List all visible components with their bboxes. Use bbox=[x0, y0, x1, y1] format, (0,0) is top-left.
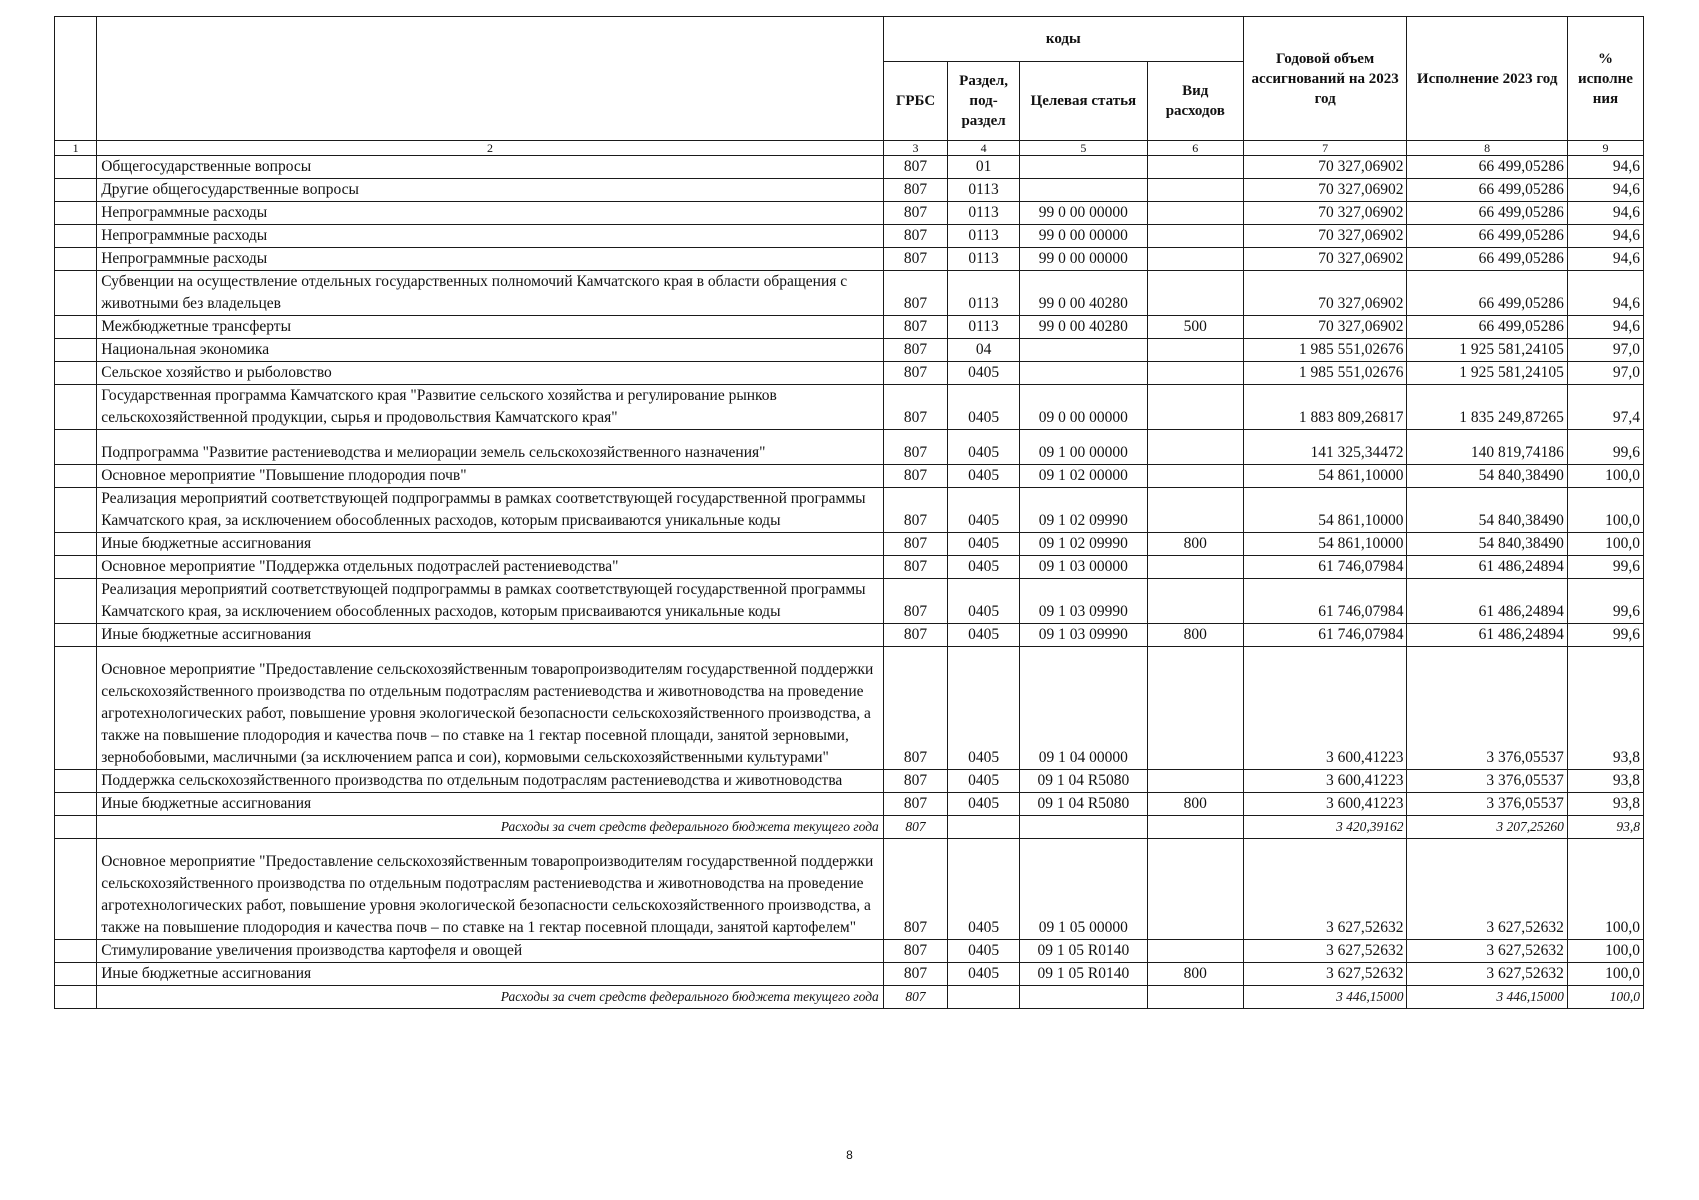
row-target-item: 09 1 04 R5080 bbox=[1019, 770, 1147, 793]
row-target-item: 99 0 00 00000 bbox=[1019, 248, 1147, 271]
row-execution: 1 925 581,24105 bbox=[1407, 362, 1567, 385]
row-grbs: 807 bbox=[883, 816, 947, 839]
row-grbs: 807 bbox=[883, 156, 947, 179]
federal-expenses-row bbox=[55, 986, 1644, 1009]
row-annual-volume: 70 327,06902 bbox=[1243, 316, 1407, 339]
row-index-cell bbox=[55, 647, 97, 770]
row-execution: 3 627,52632 bbox=[1407, 839, 1567, 940]
row-percent: 94,6 bbox=[1567, 248, 1643, 271]
row-grbs: 807 bbox=[883, 793, 947, 816]
column-number: 9 bbox=[1567, 141, 1643, 156]
row-expense-type bbox=[1147, 465, 1243, 488]
row-index-cell bbox=[55, 986, 97, 1009]
row-name: Поддержка сельскохозяйственного производства по отдельным подотраслям растениеводства и животноводства bbox=[97, 770, 884, 793]
row-index-cell bbox=[55, 156, 97, 179]
table-row bbox=[55, 385, 1644, 430]
row-name: Национальная экономика bbox=[97, 339, 884, 362]
row-annual-volume: 70 327,06902 bbox=[1243, 225, 1407, 248]
row-section: 0405 bbox=[948, 624, 1020, 647]
row-execution: 54 840,38490 bbox=[1407, 533, 1567, 556]
row-annual-volume: 3 446,15000 bbox=[1243, 986, 1407, 1009]
table-row bbox=[55, 839, 1644, 940]
row-grbs: 807 bbox=[883, 556, 947, 579]
row-annual-volume: 70 327,06902 bbox=[1243, 202, 1407, 225]
table-body bbox=[55, 156, 1644, 1009]
column-number: 4 bbox=[948, 141, 1020, 156]
row-section: 0405 bbox=[948, 430, 1020, 465]
row-annual-volume: 1 883 809,26817 bbox=[1243, 385, 1407, 430]
row-name: Стимулирование увеличения производства картофеля и овощей bbox=[97, 940, 884, 963]
table-row bbox=[55, 362, 1644, 385]
table-row bbox=[55, 963, 1644, 986]
row-execution: 61 486,24894 bbox=[1407, 579, 1567, 624]
row-percent: 99,6 bbox=[1567, 579, 1643, 624]
row-execution: 61 486,24894 bbox=[1407, 624, 1567, 647]
row-annual-volume: 1 985 551,02676 bbox=[1243, 339, 1407, 362]
row-index-cell bbox=[55, 816, 97, 839]
row-expense-type bbox=[1147, 385, 1243, 430]
row-grbs: 807 bbox=[883, 248, 947, 271]
row-target-item: 09 1 05 00000 bbox=[1019, 839, 1147, 940]
row-annual-volume: 3 627,52632 bbox=[1243, 839, 1407, 940]
row-annual-volume: 3 420,39162 bbox=[1243, 816, 1407, 839]
row-percent: 100,0 bbox=[1567, 533, 1643, 556]
row-percent: 99,6 bbox=[1567, 556, 1643, 579]
row-execution: 61 486,24894 bbox=[1407, 556, 1567, 579]
table-row bbox=[55, 488, 1644, 533]
row-target-item: 09 0 00 00000 bbox=[1019, 385, 1147, 430]
row-section: 0405 bbox=[948, 940, 1020, 963]
table-row bbox=[55, 793, 1644, 816]
row-percent: 93,8 bbox=[1567, 793, 1643, 816]
row-target-item: 09 1 04 00000 bbox=[1019, 647, 1147, 770]
row-expense-type bbox=[1147, 770, 1243, 793]
row-target-item bbox=[1019, 816, 1147, 839]
row-target-item: 09 1 05 R0140 bbox=[1019, 963, 1147, 986]
page-number: 8 bbox=[846, 1148, 853, 1162]
row-name: Иные бюджетные ассигнования bbox=[97, 533, 884, 556]
row-annual-volume: 3 627,52632 bbox=[1243, 963, 1407, 986]
row-target-item: 09 1 02 00000 bbox=[1019, 465, 1147, 488]
row-percent: 97,4 bbox=[1567, 385, 1643, 430]
row-expense-type bbox=[1147, 271, 1243, 316]
row-section: 0113 bbox=[948, 225, 1020, 248]
row-annual-volume: 70 327,06902 bbox=[1243, 271, 1407, 316]
row-percent: 99,6 bbox=[1567, 430, 1643, 465]
row-expense-type: 800 bbox=[1147, 793, 1243, 816]
column-number: 7 bbox=[1243, 141, 1407, 156]
row-section: 0113 bbox=[948, 202, 1020, 225]
row-section: 0405 bbox=[948, 963, 1020, 986]
row-index-cell bbox=[55, 271, 97, 316]
row-index-cell bbox=[55, 362, 97, 385]
row-name: Основное мероприятие "Повышение плодородия почв" bbox=[97, 465, 884, 488]
row-target-item: 99 0 00 00000 bbox=[1019, 225, 1147, 248]
row-percent: 100,0 bbox=[1567, 940, 1643, 963]
header-annual-volume: Годовой объем ассигнований на 2023 год bbox=[1243, 17, 1407, 141]
row-section: 0113 bbox=[948, 316, 1020, 339]
row-execution: 66 499,05286 bbox=[1407, 156, 1567, 179]
row-execution: 140 819,74186 bbox=[1407, 430, 1567, 465]
row-name: Расходы за счет средств федерального бюджета текущего года bbox=[97, 986, 884, 1009]
table-row bbox=[55, 271, 1644, 316]
row-grbs: 807 bbox=[883, 271, 947, 316]
row-expense-type bbox=[1147, 579, 1243, 624]
row-section: 01 bbox=[948, 156, 1020, 179]
row-execution: 66 499,05286 bbox=[1407, 179, 1567, 202]
row-grbs: 807 bbox=[883, 316, 947, 339]
row-name: Субвенции на осуществление отдельных государственных полномочий Камчатского края в области обращения с животными без владельцев bbox=[97, 271, 884, 316]
row-grbs: 807 bbox=[883, 225, 947, 248]
header-section: Раздел, под-раздел bbox=[948, 62, 1020, 141]
row-index-cell bbox=[55, 488, 97, 533]
row-grbs: 807 bbox=[883, 488, 947, 533]
row-section: 0405 bbox=[948, 465, 1020, 488]
row-annual-volume: 1 985 551,02676 bbox=[1243, 362, 1407, 385]
row-expense-type: 500 bbox=[1147, 316, 1243, 339]
row-grbs: 807 bbox=[883, 202, 947, 225]
table-row bbox=[55, 770, 1644, 793]
budget-execution-table-sheet bbox=[54, 16, 1644, 1009]
table-row bbox=[55, 202, 1644, 225]
row-name: Расходы за счет средств федерального бюджета текущего года bbox=[97, 816, 884, 839]
row-index-cell bbox=[55, 579, 97, 624]
row-grbs: 807 bbox=[883, 179, 947, 202]
row-section bbox=[948, 986, 1020, 1009]
row-target-item: 99 0 00 40280 bbox=[1019, 271, 1147, 316]
row-name: Основное мероприятие "Предоставление сельскохозяйственным товаропроизводителям государственной поддержки сельскохозяйственного производства по отдельным подотраслям растениеводства и животноводства на проведение агротехнологических работ, повышение уровня экологической безопасности сельскохозяйственного производства, а также на повышение плодородия и качества почв – по ставке на 1 гектар посевной площади, занятой картофелем" bbox=[97, 839, 884, 940]
row-percent: 94,6 bbox=[1567, 179, 1643, 202]
row-annual-volume: 3 600,41223 bbox=[1243, 793, 1407, 816]
header-execution: Исполнение 2023 год bbox=[1407, 17, 1567, 141]
row-section: 04 bbox=[948, 339, 1020, 362]
row-section: 0405 bbox=[948, 839, 1020, 940]
row-target-item: 99 0 00 40280 bbox=[1019, 316, 1147, 339]
column-number-row bbox=[55, 141, 1644, 156]
row-name: Иные бюджетные ассигнования bbox=[97, 793, 884, 816]
table-row bbox=[55, 624, 1644, 647]
row-section: 0405 bbox=[948, 556, 1020, 579]
row-target-item: 99 0 00 00000 bbox=[1019, 202, 1147, 225]
header-index-cell bbox=[55, 17, 97, 141]
row-grbs: 807 bbox=[883, 940, 947, 963]
row-target-item: 09 1 00 00000 bbox=[1019, 430, 1147, 465]
row-percent: 94,6 bbox=[1567, 225, 1643, 248]
row-target-item bbox=[1019, 986, 1147, 1009]
row-expense-type bbox=[1147, 225, 1243, 248]
row-grbs: 807 bbox=[883, 770, 947, 793]
header-percent: % исполне ния bbox=[1567, 17, 1643, 141]
row-name: Непрограммные расходы bbox=[97, 225, 884, 248]
row-index-cell bbox=[55, 385, 97, 430]
column-number: 8 bbox=[1407, 141, 1567, 156]
row-target-item bbox=[1019, 179, 1147, 202]
row-expense-type bbox=[1147, 248, 1243, 271]
row-target-item: 09 1 04 R5080 bbox=[1019, 793, 1147, 816]
row-execution: 54 840,38490 bbox=[1407, 488, 1567, 533]
row-target-item: 09 1 05 R0140 bbox=[1019, 940, 1147, 963]
row-section: 0405 bbox=[948, 647, 1020, 770]
row-annual-volume: 54 861,10000 bbox=[1243, 488, 1407, 533]
budget-table bbox=[54, 16, 1644, 1009]
row-section: 0113 bbox=[948, 248, 1020, 271]
row-name: Государственная программа Камчатского края "Развитие сельского хозяйства и регулирование рынков сельскохозяйственной продукции, сырья и продовольствия Камчатского края" bbox=[97, 385, 884, 430]
row-grbs: 807 bbox=[883, 362, 947, 385]
row-grbs: 807 bbox=[883, 647, 947, 770]
row-target-item bbox=[1019, 156, 1147, 179]
row-index-cell bbox=[55, 339, 97, 362]
row-index-cell bbox=[55, 202, 97, 225]
table-row bbox=[55, 316, 1644, 339]
row-expense-type bbox=[1147, 362, 1243, 385]
row-index-cell bbox=[55, 793, 97, 816]
row-target-item: 09 1 03 09990 bbox=[1019, 624, 1147, 647]
row-expense-type bbox=[1147, 839, 1243, 940]
row-grbs: 807 bbox=[883, 986, 947, 1009]
row-name: Основное мероприятие "Предоставление сельскохозяйственным товаропроизводителям государственной поддержки сельскохозяйственного производства по отдельным подотраслям растениеводства и животноводства на проведение агротехнологических работ, повышение уровня экологической безопасности сельскохозяйственного производства, а также на повышение плодородия и качества почв – по ставке на 1 гектар посевной площади, занятой зерновыми, зернобобовыми, масличными (за исключением рапса и сои), кормовыми сельскохозяйственными культурами" bbox=[97, 647, 884, 770]
column-number: 6 bbox=[1147, 141, 1243, 156]
row-section: 0405 bbox=[948, 793, 1020, 816]
row-index-cell bbox=[55, 940, 97, 963]
table-row bbox=[55, 940, 1644, 963]
row-index-cell bbox=[55, 248, 97, 271]
row-percent: 99,6 bbox=[1567, 624, 1643, 647]
row-section: 0405 bbox=[948, 579, 1020, 624]
row-name: Сельское хозяйство и рыболовство bbox=[97, 362, 884, 385]
row-execution: 3 207,25260 bbox=[1407, 816, 1567, 839]
row-expense-type bbox=[1147, 430, 1243, 465]
row-grbs: 807 bbox=[883, 339, 947, 362]
row-percent: 93,8 bbox=[1567, 816, 1643, 839]
table-row bbox=[55, 225, 1644, 248]
row-expense-type bbox=[1147, 647, 1243, 770]
table-row bbox=[55, 465, 1644, 488]
table-row bbox=[55, 248, 1644, 271]
row-execution: 66 499,05286 bbox=[1407, 316, 1567, 339]
row-index-cell bbox=[55, 556, 97, 579]
row-execution: 66 499,05286 bbox=[1407, 202, 1567, 225]
row-grbs: 807 bbox=[883, 533, 947, 556]
row-annual-volume: 70 327,06902 bbox=[1243, 248, 1407, 271]
row-annual-volume: 3 600,41223 bbox=[1243, 770, 1407, 793]
row-name: Межбюджетные трансферты bbox=[97, 316, 884, 339]
row-execution: 1 925 581,24105 bbox=[1407, 339, 1567, 362]
row-grbs: 807 bbox=[883, 839, 947, 940]
row-index-cell bbox=[55, 770, 97, 793]
row-percent: 94,6 bbox=[1567, 271, 1643, 316]
row-percent: 94,6 bbox=[1567, 156, 1643, 179]
column-number: 1 bbox=[55, 141, 97, 156]
row-percent: 94,6 bbox=[1567, 316, 1643, 339]
row-section: 0405 bbox=[948, 385, 1020, 430]
row-execution: 1 835 249,87265 bbox=[1407, 385, 1567, 430]
row-execution: 3 376,05537 bbox=[1407, 647, 1567, 770]
row-annual-volume: 3 627,52632 bbox=[1243, 940, 1407, 963]
row-expense-type bbox=[1147, 940, 1243, 963]
row-percent: 97,0 bbox=[1567, 339, 1643, 362]
row-percent: 100,0 bbox=[1567, 488, 1643, 533]
row-annual-volume: 61 746,07984 bbox=[1243, 556, 1407, 579]
row-expense-type bbox=[1147, 488, 1243, 533]
row-percent: 100,0 bbox=[1567, 839, 1643, 940]
row-execution: 66 499,05286 bbox=[1407, 271, 1567, 316]
row-index-cell bbox=[55, 430, 97, 465]
row-name: Подпрограмма "Развитие растениеводства и мелиорации земель сельскохозяйственного назначения" bbox=[97, 430, 884, 465]
header-target-item: Целевая статья bbox=[1019, 62, 1147, 141]
row-section: 0405 bbox=[948, 533, 1020, 556]
row-percent: 100,0 bbox=[1567, 465, 1643, 488]
table-header bbox=[55, 17, 1644, 156]
row-index-cell bbox=[55, 225, 97, 248]
row-name: Непрограммные расходы bbox=[97, 248, 884, 271]
column-number: 3 bbox=[883, 141, 947, 156]
row-execution: 3 627,52632 bbox=[1407, 940, 1567, 963]
row-name: Иные бюджетные ассигнования bbox=[97, 963, 884, 986]
row-target-item: 09 1 03 00000 bbox=[1019, 556, 1147, 579]
row-execution: 3 376,05537 bbox=[1407, 770, 1567, 793]
header-grbs: ГРБС bbox=[883, 62, 947, 141]
header-name-cell bbox=[97, 17, 884, 141]
row-percent: 100,0 bbox=[1567, 986, 1643, 1009]
row-expense-type bbox=[1147, 179, 1243, 202]
row-grbs: 807 bbox=[883, 624, 947, 647]
row-section: 0405 bbox=[948, 770, 1020, 793]
row-grbs: 807 bbox=[883, 579, 947, 624]
table-row bbox=[55, 533, 1644, 556]
row-section: 0113 bbox=[948, 179, 1020, 202]
row-annual-volume: 141 325,34472 bbox=[1243, 430, 1407, 465]
row-name: Иные бюджетные ассигнования bbox=[97, 624, 884, 647]
row-expense-type bbox=[1147, 556, 1243, 579]
row-expense-type bbox=[1147, 816, 1243, 839]
row-annual-volume: 54 861,10000 bbox=[1243, 533, 1407, 556]
row-percent: 93,8 bbox=[1567, 770, 1643, 793]
row-target-item: 09 1 02 09990 bbox=[1019, 488, 1147, 533]
row-annual-volume: 61 746,07984 bbox=[1243, 624, 1407, 647]
row-section: 0405 bbox=[948, 362, 1020, 385]
row-expense-type: 800 bbox=[1147, 963, 1243, 986]
row-expense-type bbox=[1147, 339, 1243, 362]
row-execution: 54 840,38490 bbox=[1407, 465, 1567, 488]
row-target-item: 09 1 03 09990 bbox=[1019, 579, 1147, 624]
row-grbs: 807 bbox=[883, 465, 947, 488]
row-execution: 3 446,15000 bbox=[1407, 986, 1567, 1009]
row-name: Другие общегосударственные вопросы bbox=[97, 179, 884, 202]
row-name: Реализация мероприятий соответствующей подпрограммы в рамках соответствующей государственной программы Камчатского края, за исключением обособленных расходов, которым присваиваются уникальные коды bbox=[97, 579, 884, 624]
row-index-cell bbox=[55, 533, 97, 556]
row-expense-type bbox=[1147, 202, 1243, 225]
row-grbs: 807 bbox=[883, 385, 947, 430]
column-number: 2 bbox=[97, 141, 884, 156]
row-index-cell bbox=[55, 179, 97, 202]
table-row bbox=[55, 179, 1644, 202]
row-percent: 100,0 bbox=[1567, 963, 1643, 986]
table-row bbox=[55, 430, 1644, 465]
row-name: Реализация мероприятий соответствующей подпрограммы в рамках соответствующей государственной программы Камчатского края, за исключением обособленных расходов, которым присваиваются уникальные коды bbox=[97, 488, 884, 533]
row-percent: 94,6 bbox=[1567, 202, 1643, 225]
row-grbs: 807 bbox=[883, 430, 947, 465]
row-expense-type bbox=[1147, 986, 1243, 1009]
row-target-item bbox=[1019, 362, 1147, 385]
row-annual-volume: 54 861,10000 bbox=[1243, 465, 1407, 488]
row-index-cell bbox=[55, 624, 97, 647]
row-expense-type: 800 bbox=[1147, 624, 1243, 647]
table-row bbox=[55, 647, 1644, 770]
table-row bbox=[55, 556, 1644, 579]
row-expense-type: 800 bbox=[1147, 533, 1243, 556]
row-annual-volume: 3 600,41223 bbox=[1243, 647, 1407, 770]
column-number: 5 bbox=[1019, 141, 1147, 156]
header-expense-type: Вид расходов bbox=[1147, 62, 1243, 141]
row-target-item bbox=[1019, 339, 1147, 362]
row-index-cell bbox=[55, 465, 97, 488]
row-annual-volume: 70 327,06902 bbox=[1243, 179, 1407, 202]
row-index-cell bbox=[55, 839, 97, 940]
row-name: Непрограммные расходы bbox=[97, 202, 884, 225]
row-section: 0405 bbox=[948, 488, 1020, 533]
row-annual-volume: 61 746,07984 bbox=[1243, 579, 1407, 624]
table-row bbox=[55, 579, 1644, 624]
row-target-item: 09 1 02 09990 bbox=[1019, 533, 1147, 556]
row-index-cell bbox=[55, 316, 97, 339]
row-execution: 66 499,05286 bbox=[1407, 225, 1567, 248]
row-percent: 93,8 bbox=[1567, 647, 1643, 770]
row-grbs: 807 bbox=[883, 963, 947, 986]
row-name: Основное мероприятие "Поддержка отдельных подотраслей растениеводства" bbox=[97, 556, 884, 579]
row-percent: 97,0 bbox=[1567, 362, 1643, 385]
row-annual-volume: 70 327,06902 bbox=[1243, 156, 1407, 179]
row-execution: 3 627,52632 bbox=[1407, 963, 1567, 986]
row-expense-type bbox=[1147, 156, 1243, 179]
table-row bbox=[55, 156, 1644, 179]
row-index-cell bbox=[55, 963, 97, 986]
row-name: Общегосударственные вопросы bbox=[97, 156, 884, 179]
table-row bbox=[55, 339, 1644, 362]
row-section: 0113 bbox=[948, 271, 1020, 316]
row-section bbox=[948, 816, 1020, 839]
row-execution: 66 499,05286 bbox=[1407, 248, 1567, 271]
federal-expenses-row bbox=[55, 816, 1644, 839]
row-execution: 3 376,05537 bbox=[1407, 793, 1567, 816]
header-codes: коды bbox=[883, 17, 1243, 62]
